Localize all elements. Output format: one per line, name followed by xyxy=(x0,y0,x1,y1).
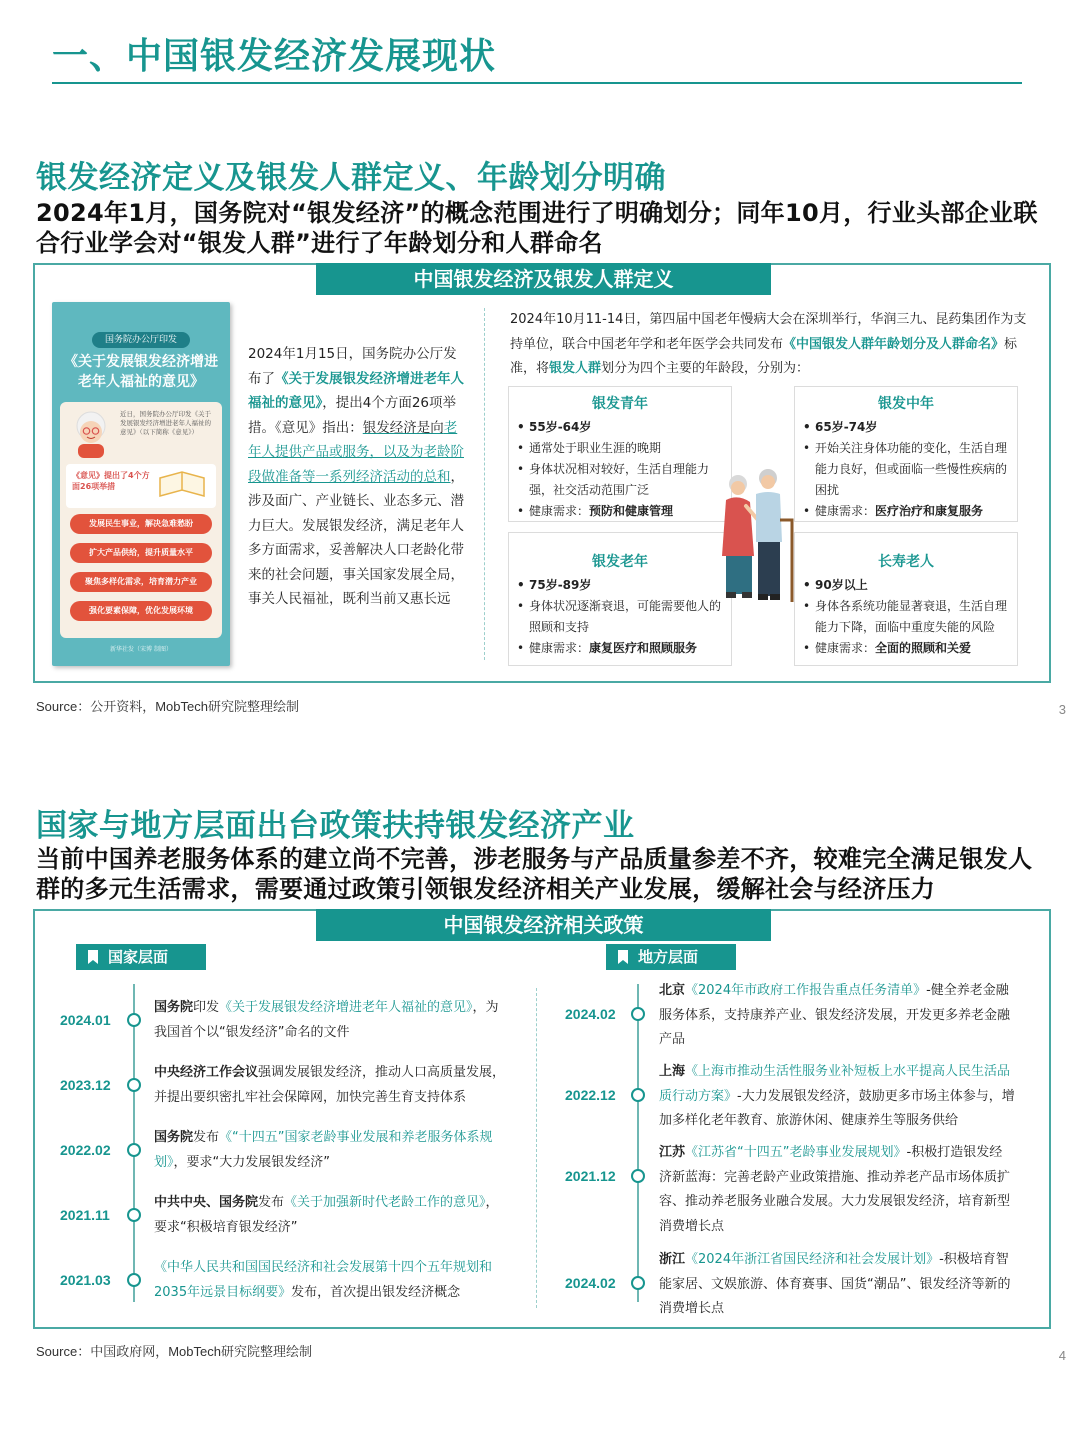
national-level-label: 国家层面 xyxy=(108,948,169,966)
policy-region: 浙江 xyxy=(659,1252,686,1267)
age-group-name: 银发中年 xyxy=(878,396,934,412)
slide2-subtitle: 当前中国养老服务体系的建立尚不完善，涉老服务与产品质量参差不齐，较难完全满足银发人群的多元生活需求，需要通过政策引领银发经济相关产业发展，缓解社会与经济压力 xyxy=(36,845,1033,903)
age-desc: • 通常处于职业生涯的晚期 xyxy=(515,438,731,459)
policy-doc: 《关于发展银发经济增进老年人福祉的意见》 xyxy=(219,1000,473,1015)
policy-date: 2021.11 xyxy=(60,1207,110,1223)
bookmark-icon xyxy=(618,950,628,964)
health-need-label: 健康需求： xyxy=(815,641,876,655)
health-need-value: 康复医疗和照顾服务 xyxy=(589,641,698,655)
poster-footer: 新华社发（宋博 制图） xyxy=(110,646,172,653)
local-timeline-line xyxy=(637,984,639,1302)
age-standard-text-part: 2024年10月11-14日，第四届中国老年慢病大会在深圳举行，华润三九、昆药集团作为支持单位，联合中国老年学和老年医学会共同发布 xyxy=(510,312,1027,352)
health-need xyxy=(515,638,731,659)
column-divider xyxy=(484,308,485,660)
slide1-title: 银发经济定义及银发人群定义、年龄划分明确 xyxy=(36,160,666,196)
policy-date: 2024.02 xyxy=(565,1275,616,1291)
timeline-dot xyxy=(631,1276,645,1290)
policy-desc: -大力发展银发经济，鼓励更多市场主体参与，增加多样化老年教育、旅游休闲、健康养生等服务供给 xyxy=(659,1088,1015,1128)
age-range: • 90岁以上 xyxy=(801,575,1017,596)
policy-doc-title: 《关于发展银发经济增进老年人福祉的意见》 xyxy=(248,370,464,411)
policy-desc: -健全养老金融服务体系，支持康养产业、银发经济发展，开发更多养老金融产品 xyxy=(659,983,1011,1047)
elderly-couple-illustration xyxy=(716,460,800,606)
poster-item: 强化要素保障，优化发展环境 xyxy=(70,601,212,621)
slide2-source: Source：中国政府网，MobTech研究院整理绘制 xyxy=(36,1344,312,1359)
policy-verb: 发布 xyxy=(193,1130,220,1145)
policy-org: 中共中央、国务院 xyxy=(154,1195,259,1210)
local-level-tab xyxy=(606,944,736,970)
health-need-label: 健康需求： xyxy=(529,504,590,518)
policy-desc: 强调发展银发经济，推动人口高质量发展，并提出要织密扎牢社会保障网，加快完善生育支持体系 xyxy=(154,1065,506,1105)
elderly-woman-icon xyxy=(68,408,114,458)
policy-org: 国务院 xyxy=(154,1130,194,1145)
page-number: 3 xyxy=(1058,702,1066,717)
national-policy-item xyxy=(154,1191,510,1240)
policy-desc: ，要求“大力发展银发经济” xyxy=(173,1154,330,1170)
age-desc: • 身体各系统功能显著衰退，生活自理能力下降，面临中重度失能的风险 xyxy=(801,596,1017,638)
age-range: • 65岁-74岁 xyxy=(801,417,1017,438)
timeline-dot xyxy=(631,1169,645,1183)
silver-economy-definition: 老年人提供产品或服务，以及为老龄阶段做准备等一系列经济活动的总和 xyxy=(248,419,464,485)
policy-desc: ，为我国首个以“银发经济”命名的文件 xyxy=(154,1000,499,1040)
policy-banner: 中国银发经济相关政策 xyxy=(316,909,771,941)
policy-doc: 《关于加强新时代老龄工作的意见》 xyxy=(284,1195,486,1210)
timeline-dot xyxy=(127,1143,141,1157)
national-policy-item xyxy=(154,1126,510,1175)
definition-text-part: 2024年1月15日，国务院办公厅发布了 xyxy=(248,346,457,387)
poster-title: 《关于发展银发经济增进老年人福祉的意见》 xyxy=(64,354,218,390)
column-divider xyxy=(536,988,537,1308)
book-icon xyxy=(156,468,208,504)
poster-content xyxy=(60,402,222,638)
slide1-source: Source：公开资料，MobTech研究院整理绘制 xyxy=(36,699,299,714)
policy-doc: 《上海市推动生活性服务业补短板上水平提高人民生活品质行动方案》 xyxy=(659,1064,1011,1104)
policy-desc: ，要求“积极培育银发经济” xyxy=(154,1195,499,1235)
slide1-subtitle: 2024年1月，国务院对“银发经济”的概念范围进行了明确划分；同年10月，行业头部企业联合行业学会对“银发人群”进行了年龄划分和人群命名 xyxy=(36,199,1038,257)
age-group-name: 银发老年 xyxy=(592,554,648,570)
health-need-value: 预防和健康管理 xyxy=(589,504,674,518)
policy-doc: 《“十四五”国家老龄事业发展和养老服务体系规划》 xyxy=(154,1130,493,1170)
poster-item: 扩大产品供给，提升质量水平 xyxy=(70,543,212,563)
local-policy-item xyxy=(659,1141,1015,1239)
age-standard-text-part: 标准，将 xyxy=(510,336,1018,376)
policy-date: 2024.02 xyxy=(565,1006,616,1022)
age-standard-text xyxy=(510,308,1032,382)
age-group-card xyxy=(508,532,732,666)
policy-org: 国务院 xyxy=(154,1000,194,1015)
local-policy-item xyxy=(659,1248,1015,1322)
policy-date: 2021.03 xyxy=(60,1272,111,1288)
definition-text-part: ，提出4个方面26项举措。《意见》指出： xyxy=(248,395,457,436)
policy-verb: 印发 xyxy=(193,1000,220,1015)
timeline-dot xyxy=(127,1013,141,1027)
age-standard-title: 《中国银发人群年龄划分及人群命名》 xyxy=(783,336,1005,352)
poster-item: 聚焦多样化需求，培育潜力产业 xyxy=(70,572,212,592)
poster-item: 发展民生事业，解决急难愁盼 xyxy=(70,514,212,534)
policy-doc: 《中华人民共和国国民经济和社会发展第十四个五年规划和2035年远景目标纲要》 xyxy=(154,1260,493,1300)
policy-verb: 发布 xyxy=(258,1195,285,1210)
policy-desc: -积极培育智能家居、文娱旅游、体育赛事、国货“潮品”、银发经济等新的消费增长点 xyxy=(659,1252,1011,1316)
national-level-tab xyxy=(76,944,206,970)
timeline-dot xyxy=(631,1007,645,1021)
section-divider xyxy=(52,82,1022,84)
timeline-dot xyxy=(127,1208,141,1222)
policy-poster-image xyxy=(52,302,230,666)
timeline-dot xyxy=(127,1273,141,1287)
definition-text-part: 银发经济是向 xyxy=(362,419,444,436)
health-need-value: 全面的照顾和关爱 xyxy=(875,641,972,655)
section-title: 一、中国银发经济发展现状 xyxy=(52,36,497,77)
slide2-title: 国家与地方层面出台政策扶持银发经济产业 xyxy=(36,808,635,844)
age-desc: • 开始关注身体功能的变化，生活自理能力良好，但或面临一些慢性疾病的困扰 xyxy=(801,438,1017,501)
policy-date: 2024.01 xyxy=(60,1012,111,1028)
policy-date: 2022.02 xyxy=(60,1142,111,1158)
local-level-label: 地方层面 xyxy=(638,948,699,966)
poster-tag: 国务院办公厅印发 xyxy=(92,332,190,348)
age-group-name: 长寿老人 xyxy=(878,554,934,570)
health-need-label: 健康需求： xyxy=(815,504,876,518)
health-need-label: 健康需求： xyxy=(529,641,590,655)
timeline-dot xyxy=(127,1078,141,1092)
health-need xyxy=(515,501,731,522)
age-group-card xyxy=(508,386,732,522)
definition-banner: 中国银发经济及银发人群定义 xyxy=(316,263,771,295)
policy-date: 2022.12 xyxy=(565,1087,616,1103)
policy-date: 2021.12 xyxy=(565,1168,616,1184)
age-desc: • 身体状况逐渐衰退，可能需要他人的照顾和支持 xyxy=(515,596,731,638)
policy-region: 北京 xyxy=(659,983,686,998)
age-group-card xyxy=(794,386,1018,522)
policy-doc: 《江苏省“十四五”老龄事业发展规划》 xyxy=(685,1145,907,1160)
policy-doc: 《2024年市政府工作报告重点任务清单》 xyxy=(685,983,927,998)
policy-org: 中央经济工作会议 xyxy=(154,1065,259,1080)
page-number: 4 xyxy=(1058,1348,1066,1363)
health-need-value: 医疗治疗和康复服务 xyxy=(875,504,984,518)
silver-population-term: 银发人群 xyxy=(549,361,602,376)
age-range: • 75岁-89岁 xyxy=(515,575,731,596)
policy-region: 上海 xyxy=(659,1064,686,1079)
poster-card-text: 《意见》提出了4个方面26项举措 xyxy=(72,471,150,491)
definition-text xyxy=(248,342,466,612)
poster-card xyxy=(66,464,216,508)
timeline-dot xyxy=(631,1088,645,1102)
policy-date: 2023.12 xyxy=(60,1077,111,1093)
age-standard-text-part: 划分为四个主要的年龄段，分别为： xyxy=(601,361,810,376)
age-desc: • 身体状况相对较好，生活自理能力强，社交活动范围广泛 xyxy=(515,459,731,501)
definition-text-part: ，涉及面广、产业链长、业态多元、潜力巨大。发展银发经济，满足老年人多方面需求，妥善解决人口老龄化带来的社会问题，事关国家发展全局，事关人民福祉，既利当前又惠长远 xyxy=(248,468,464,607)
local-policy-item xyxy=(659,979,1015,1053)
bookmark-icon xyxy=(88,950,98,964)
age-group-card xyxy=(794,532,1018,666)
national-policy-item xyxy=(154,1256,510,1305)
policy-desc: -积极打造银发经济新蓝海：完善老龄产业政策措施、推动养老产品市场体质扩容、推动养老服务业融合发展。大力发展银发经济，培育新型消费增长点 xyxy=(659,1145,1011,1234)
policy-region: 江苏 xyxy=(659,1145,686,1160)
poster-intro: 近日，国务院办公厅印发《关于发展银发经济增进老年人福祉的意见》（以下简称《意见》） xyxy=(120,410,211,436)
national-policy-item xyxy=(154,1061,510,1110)
local-policy-item xyxy=(659,1060,1015,1134)
health-need xyxy=(801,638,1017,659)
age-range: • 55岁-64岁 xyxy=(515,417,731,438)
policy-desc: 发布，首次提出银发经济概念 xyxy=(291,1284,461,1300)
health-need xyxy=(801,501,1017,522)
policy-doc: 《2024年浙江省国民经济和社会发展计划》 xyxy=(685,1252,940,1267)
national-policy-item xyxy=(154,996,510,1045)
age-group-name: 银发青年 xyxy=(592,396,648,412)
